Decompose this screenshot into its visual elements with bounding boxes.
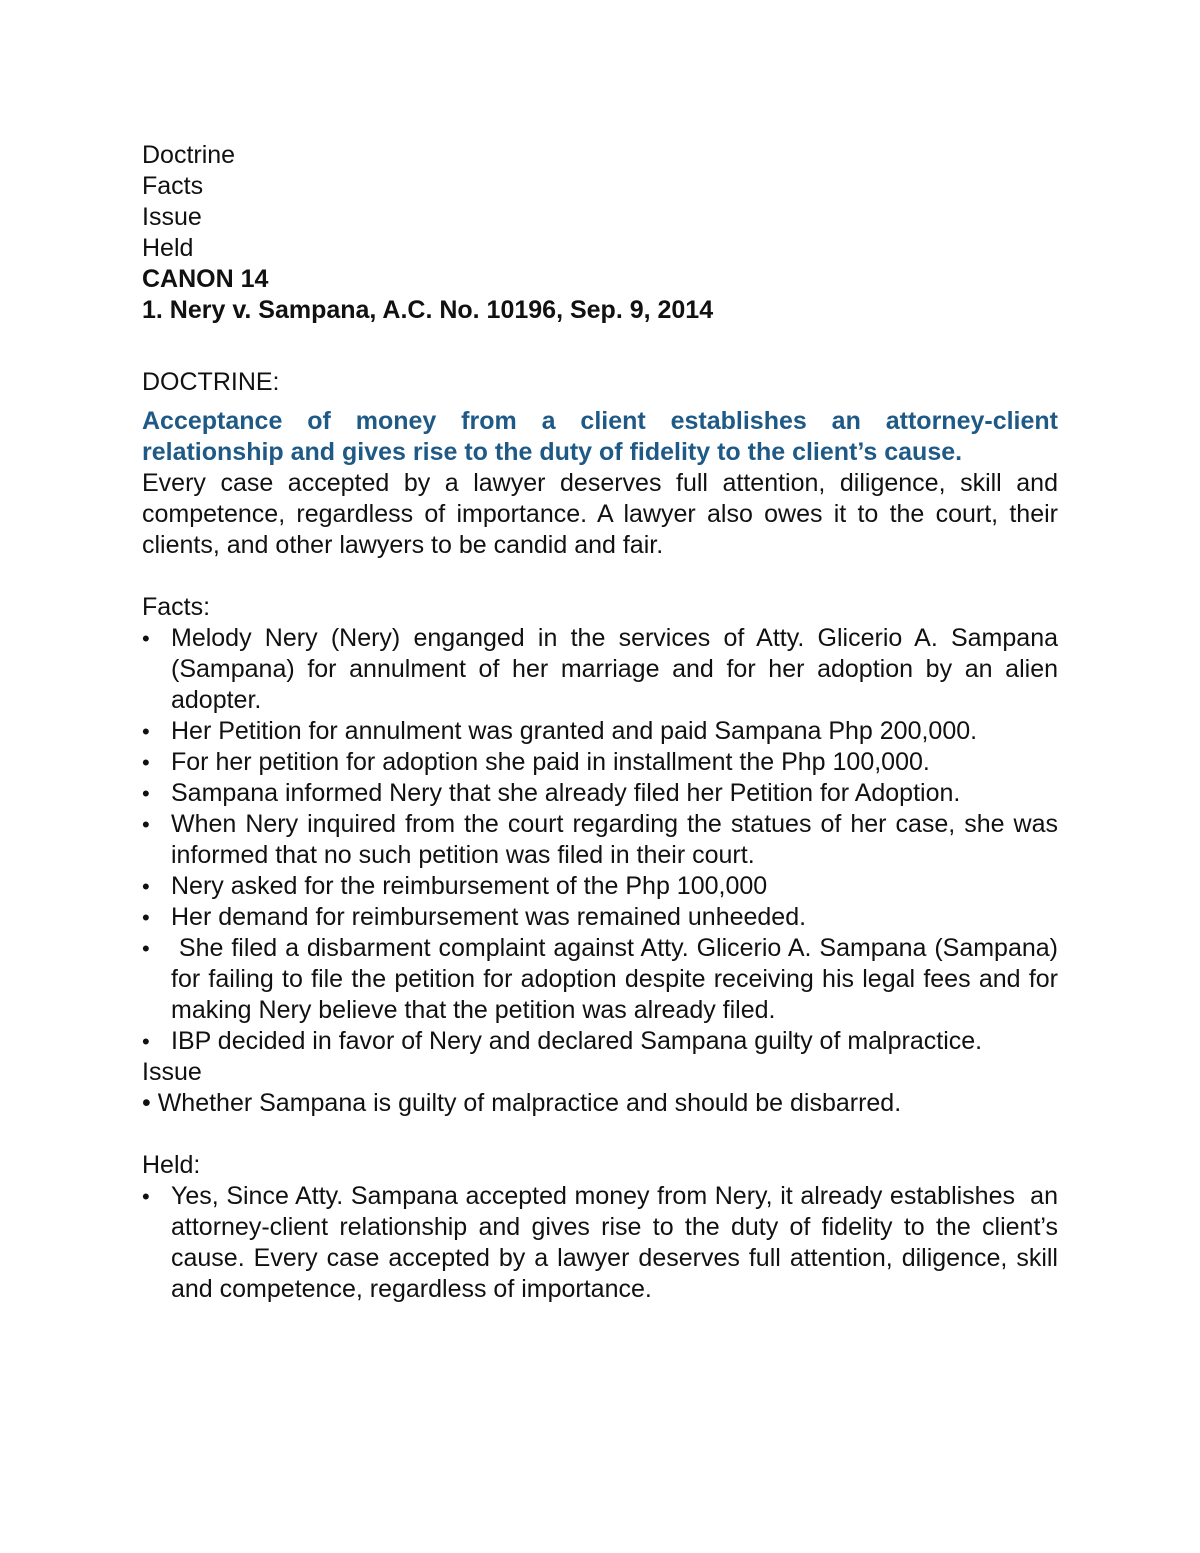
- facts-heading: Facts:: [142, 593, 211, 621]
- document-page: [142, 140, 1065, 1305]
- bullet-icon: •: [142, 750, 150, 775]
- bullet-icon: •: [142, 936, 150, 961]
- bullet-icon: •: [142, 719, 150, 744]
- list-item: • Melody Nery (Nery) enganged in the services of Atty. Glicerio A. Sampana (Sampana) for annulment of her marriage and for her adoption by an alien adopter.: [142, 624, 1058, 714]
- spacer: [142, 561, 1058, 592]
- outline-item-held: Held: [142, 234, 194, 262]
- held-list: [142, 1181, 1065, 1305]
- list-item: • When Nery inquired from the court regarding the statues of her case, she was informed that no such petition was filed in their court.: [142, 810, 1058, 869]
- doctrine-heading: DOCTRINE:: [142, 368, 280, 396]
- issue-item: • Whether Sampana is guilty of malpractice and should be disbarred.: [142, 1089, 902, 1117]
- spacer: [142, 1119, 1058, 1150]
- bullet-icon: •: [142, 1184, 150, 1209]
- doctrine-text: Every case accepted by a lawyer deserves full attention, diligence, skill and competence, regardless of importance. A lawyer also owes it to the court, their clients, and other lawyers to be candid and fair.: [142, 469, 1058, 559]
- outline-item-issue: Issue: [142, 203, 202, 231]
- bullet-icon: •: [142, 1029, 150, 1054]
- outline-item-facts: Facts: [142, 172, 204, 200]
- list-item: • Sampana informed Nery that she already filed her Petition for Adoption.: [142, 779, 961, 807]
- held-heading: Held:: [142, 1151, 201, 1179]
- case-title: 1. Nery v. Sampana, A.C. No. 10196, Sep. 9, 2014: [142, 296, 714, 324]
- doctrine-highlight: Acceptance of money from a client establishes an attorney-client relationship and gives rise to the duty of fidelity to the client’s cause.: [142, 407, 1058, 466]
- issue-heading: Issue: [142, 1058, 202, 1086]
- bullet-icon: •: [142, 874, 150, 899]
- list-item: • Nery asked for the reimbursement of the Php 100,000: [142, 872, 768, 900]
- list-item: • IBP decided in favor of Nery and declared Sampana guilty of malpractice.: [142, 1027, 983, 1055]
- list-item: • She filed a disbarment complaint against Atty. Glicerio A. Sampana (Sampana) for failing to file the petition for adoption despite receiving his legal fees and for making Nery believe that the petition was already filed.: [142, 934, 1065, 1024]
- bullet-icon: •: [142, 626, 150, 651]
- list-item: • Her Petition for annulment was granted and paid Sampana Php 200,000.: [142, 717, 978, 745]
- bullet-icon: •: [142, 905, 150, 930]
- facts-list: [142, 623, 1065, 1057]
- list-item: • Yes, Since Atty. Sampana accepted money from Nery, it already establishes an attorney-client relationship and gives rise to the duty of fidelity to the client’s cause. Every case accepted by a lawyer deserves full attention, diligence, skill and competence, regardless of importance.: [142, 1182, 1065, 1303]
- outline-item-doctrine: Doctrine: [142, 141, 236, 169]
- list-item: • For her petition for adoption she paid in installment the Php 100,000.: [142, 748, 930, 776]
- canon-heading: CANON 14: [142, 265, 269, 293]
- spacer: [142, 326, 1058, 357]
- list-item: • Her demand for reimbursement was remained unheeded.: [142, 903, 807, 931]
- bullet-icon: •: [142, 812, 150, 837]
- bullet-icon: •: [142, 781, 150, 806]
